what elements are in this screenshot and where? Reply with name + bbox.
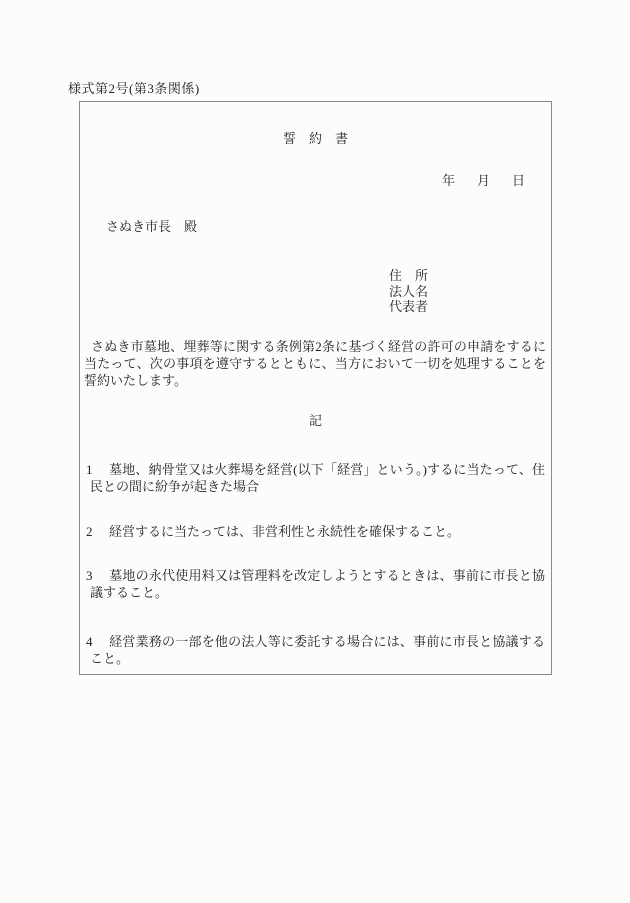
list-heading: 記 <box>308 413 322 428</box>
day-label: 日 <box>511 173 525 188</box>
item-number: 1 <box>86 462 93 477</box>
pledge-item-2 <box>84 523 545 540</box>
date-line <box>442 174 525 187</box>
oath-form-border <box>79 101 552 675</box>
pledge-item-1 <box>84 461 545 495</box>
applicant-signature-block <box>389 268 428 315</box>
corporate-name-label: 法人名 <box>389 283 429 299</box>
pledge-item-4 <box>84 633 545 667</box>
item-number: 4 <box>86 634 93 649</box>
item-text: 墓地の永代使用料又は管理料を改定しようとするときは、事前に市長と協議すること。 <box>90 568 545 600</box>
document-title: 誓 約 書 <box>282 131 348 146</box>
month-label: 月 <box>476 173 490 188</box>
item-number: 2 <box>86 524 93 539</box>
item-text: 経営業務の一部を他の法人等に委託する場合には、事前に市長と協議すること。 <box>90 634 545 666</box>
year-label: 年 <box>441 173 455 188</box>
item-text: 墓地、納骨堂又は火葬場を経営(以下「経営」という。)するに当たって、住民との間に紛争が起きた場合 <box>90 462 545 494</box>
address-label: 住 所 <box>389 268 429 283</box>
body-paragraph: さぬき市墓地、埋葬等に関する条例第2条に基づく経営の許可の申請をするに当たって、次の事項を遵守するとともに、当方において一切を処理することを誓約いたします。 <box>84 339 546 388</box>
representative-label: 代表者 <box>389 299 429 314</box>
item-text: 経営するに当たっては、非営利性と永続性を確保すること。 <box>109 524 461 539</box>
form-number-label: 様式第2号(第3条関係) <box>68 81 200 96</box>
item-number: 3 <box>86 568 93 583</box>
pledge-item-3 <box>84 567 545 601</box>
addressee-mayor: さぬき市長 殿 <box>106 219 198 234</box>
